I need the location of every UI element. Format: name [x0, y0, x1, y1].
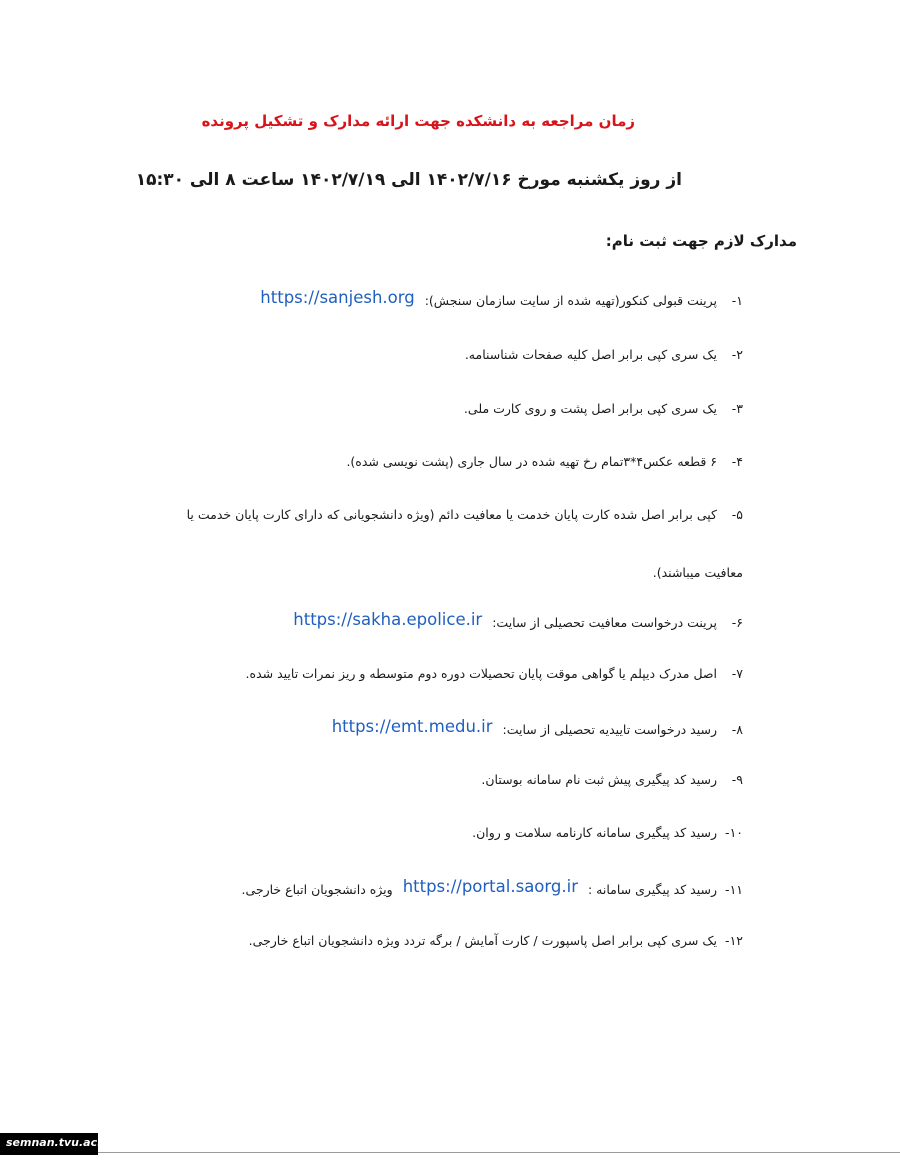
sanjesh-link[interactable]: https://sanjesh.org [260, 288, 415, 307]
list-item: ۲- یک سری کپی برابر اصل کلیه صفحات شناسنامه. [464, 347, 743, 362]
footer-site-label: semnan.tvu.ac.ir [6, 1136, 111, 1149]
list-item: ۳- یک سری کپی برابر اصل پشت و روی کارت ملی. [463, 401, 743, 416]
saorg-link[interactable]: https://portal.saorg.ir [402, 877, 578, 896]
list-item: ۷- اصل مدرک دیپلم یا گواهی موقت پایان تحصیلات دوره دوم متوسطه و ریز نمرات تایید شده. [245, 666, 743, 681]
page-title: زمان مراجعه به دانشکده جهت ارائه مدارک و تشکیل پرونده [201, 112, 635, 130]
required-docs-heading: مدارک لازم جهت ثبت نام: [605, 232, 797, 250]
list-item: ۱۱- رسید کد پیگیری سامانه : https://portal.saorg.ir ویژه دانشجویان اتباع خارجی. [241, 877, 743, 897]
list-item: ۸- رسید درخواست تاییدیه تحصیلی از سایت: https://emt.medu.ir [331, 717, 743, 737]
list-item: ۱۰- رسید کد پیگیری سامانه کارنامه سلامت و روان. [472, 825, 743, 840]
footer-divider [98, 1152, 900, 1153]
list-item: ۴- ۶ قطعه عکس۴*۳تمام رخ تهیه شده در سال جاری (پشت نویسی شده). [346, 454, 743, 469]
list-item: ۶- پرینت درخواست معافیت تحصیلی از سایت: https://sakha.epolice.ir [293, 610, 743, 630]
sakha-link[interactable]: https://sakha.epolice.ir [293, 610, 483, 629]
footer-site-badge [0, 1133, 111, 1155]
list-item: ۱۲- یک سری کپی برابر اصل پاسپورت / کارت آمایش / برگه تردد ویژه دانشجویان اتباع خارجی. [248, 933, 743, 948]
list-item: ۹- رسید کد پیگیری پیش ثبت نام سامانه بوستان. [481, 772, 743, 787]
visit-dates: از روز یکشنبه مورخ ۱۴۰۲/۷/۱۶ الی ۱۴۰۲/۷/۱۹ ساعت ۸ الی ۱۵:۳۰ [135, 170, 682, 190]
list-item: ۵- کپی برابر اصل شده کارت پایان خدمت یا معافیت دائم (ویژه دانشجویانی که دارای کارت پایان خدمت یا معافیت میباشند). [186, 507, 743, 580]
list-item: ۱- پرینت قبولی کنکور(تهیه شده از سایت سازمان سنجش): https://sanjesh.org [260, 288, 743, 308]
emt-link[interactable]: https://emt.medu.ir [331, 717, 493, 736]
